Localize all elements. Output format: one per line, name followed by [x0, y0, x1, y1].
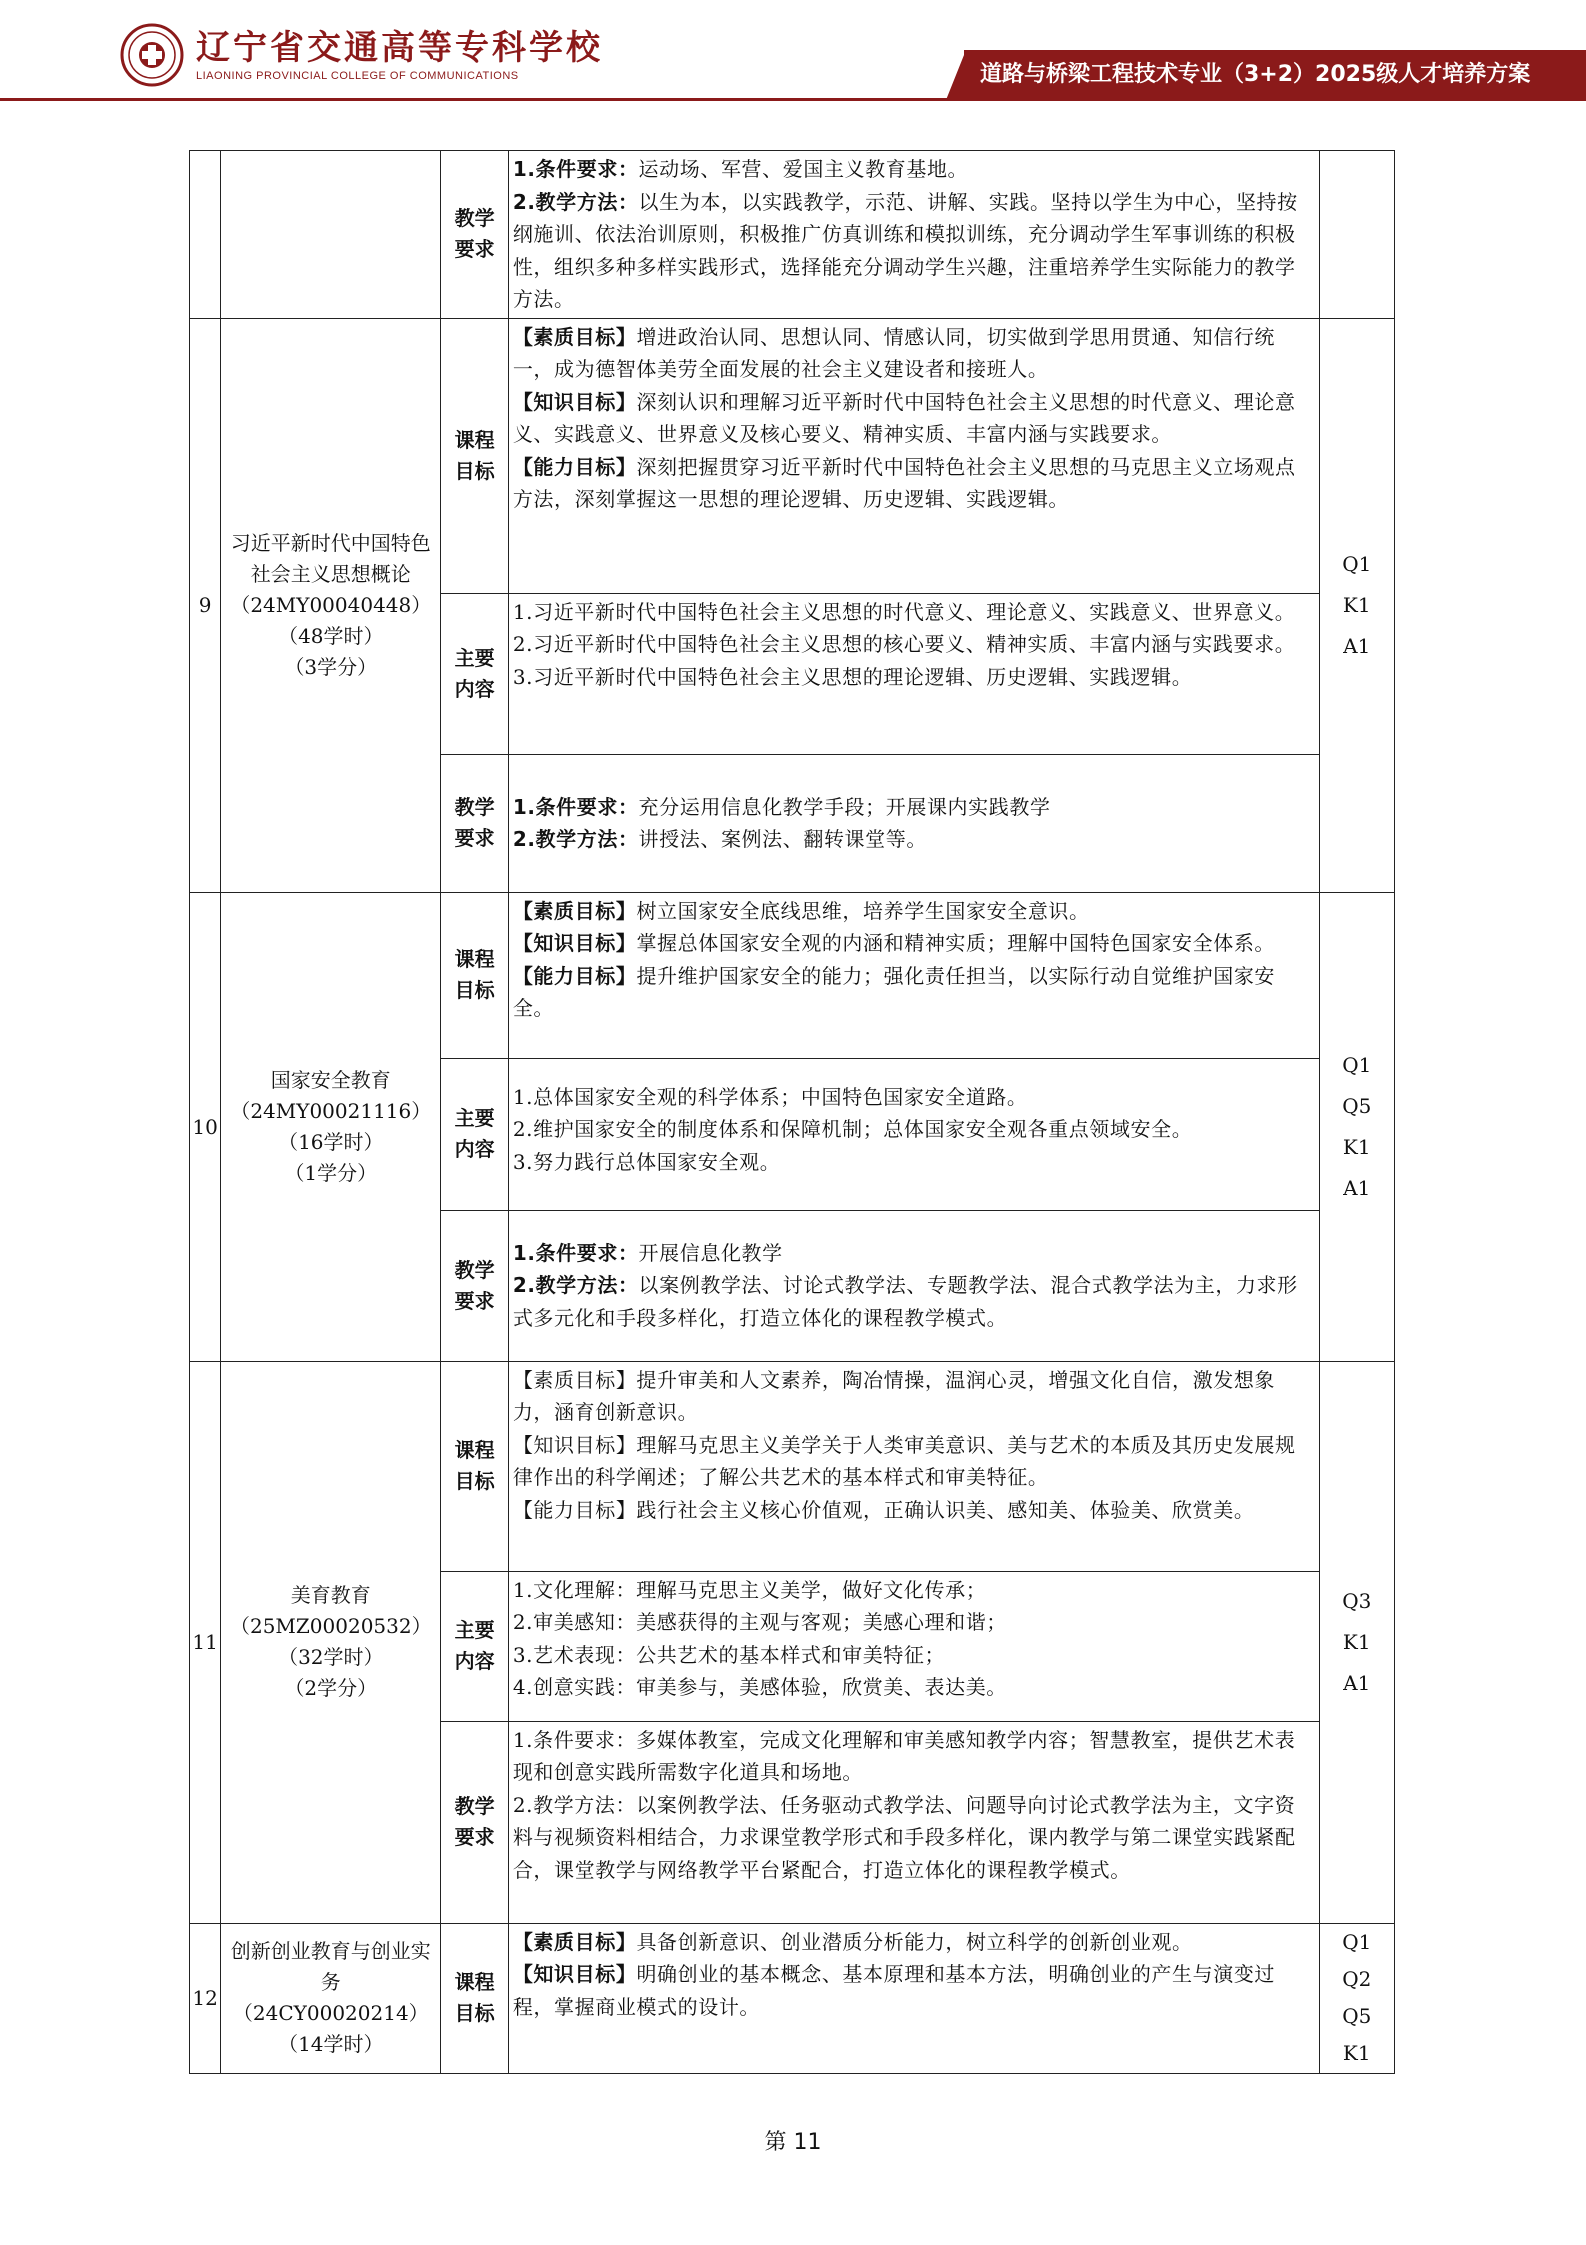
content-line: 1.条件要求：运动场、军营、爱国主义教育基地。 — [512, 157, 969, 181]
ability-codes: Q1 Q5 K1 A1 — [1319, 892, 1394, 1361]
section-content — [508, 892, 1319, 1058]
banner-notch — [946, 50, 966, 100]
table-row — [190, 318, 1395, 593]
ability-codes: Q1 K1 A1 — [1319, 318, 1394, 892]
school-seal-icon — [120, 23, 184, 87]
content-line: 2.审美感知：美感获得的主观与客观；美感心理和谐； — [512, 1610, 1007, 1634]
content-line: 2.习近平新时代中国特色社会主义思想的核心要义、精神实质、丰富内涵与实践要求。 — [512, 632, 1296, 656]
course-number — [190, 151, 221, 319]
content-line: 【能力目标】践行社会主义核心价值观，正确认识美、感知美、体验美、欣赏美。 — [512, 1497, 1255, 1522]
section-label: 主要 内容 — [441, 593, 508, 754]
table-row — [190, 1923, 1395, 2073]
course-name — [221, 151, 441, 319]
header-divider — [0, 98, 1586, 101]
section-content — [508, 151, 1319, 319]
school-name-en: LIAONING PROVINCIAL COLLEGE OF COMMUNICATIONS — [196, 70, 519, 82]
section-content — [508, 1210, 1319, 1361]
content-line: 3.习近平新时代中国特色社会主义思想的理论逻辑、历史逻辑、实践逻辑。 — [512, 664, 1193, 689]
document-title: 道路与桥梁工程技术专业（3+2）2025级人才培养方案 — [980, 62, 1531, 87]
table-row — [190, 1361, 1395, 1571]
content-line: 3.艺术表现：公共艺术的基本样式和审美特征； — [512, 1642, 946, 1667]
content-line: 1.条件要求：多媒体教室，完成文化理解和审美感知教学内容；智慧教室，提供艺术表现和创意实践所需数字化道具和场地。 — [512, 1727, 1296, 1784]
section-label: 课程 目标 — [441, 318, 508, 593]
ability-codes — [1319, 151, 1394, 319]
content-line: 2.教学方法：讲授法、案例法、翻转课堂等。 — [512, 827, 927, 851]
course-number: 10 — [190, 892, 221, 1361]
course-name: 国家安全教育 （24MY00021116） （16学时） （1学分） — [221, 892, 441, 1361]
page-number: 第 11 — [764, 2130, 822, 2155]
course-number: 9 — [190, 318, 221, 892]
section-label: 教学 要求 — [441, 151, 508, 319]
content-line: 2.教学方法：以案例教学法、讨论式教学法、专题教学法、混合式教学法为主，力求形式多元化和手段多样化，打造立体化的课程教学模式。 — [512, 1273, 1298, 1330]
section-content — [508, 1361, 1319, 1571]
content-line: 1.文化理解：理解马克思主义美学，做好文化传承； — [512, 1577, 987, 1602]
course-number: 11 — [190, 1361, 221, 1923]
content-line: 【知识目标】深刻认识和理解习近平新时代中国特色社会主义思想的时代意义、理论意义、实践意义、世界意义及核心要义、精神实质、丰富内涵与实践要求。 — [512, 389, 1296, 446]
content-line: 2.教学方法：以案例教学法、任务驱动式教学法、问题导向讨论式教学法为主，文字资料与视频资料相结合，力求课堂教学形式和手段多样化，课内教学与第二课堂实践紧配合，课堂教学与网络教学平台紧配合，打造立体化的课程教学模式。 — [512, 1792, 1296, 1882]
table-row — [190, 892, 1395, 1058]
content-line: 【能力目标】提升维护国家安全的能力；强化责任担当，以实际行动自觉维护国家安全。 — [512, 963, 1276, 1020]
section-label: 教学 要求 — [441, 1721, 508, 1923]
table-row — [190, 151, 1395, 319]
content-line: 1.条件要求：开展信息化教学 — [512, 1240, 783, 1265]
content-line: 2.维护国家安全的制度体系和保障机制；总体国家安全观各重点领域安全。 — [512, 1117, 1193, 1141]
section-content — [508, 1923, 1319, 2073]
content-line: 【素质目标】提升审美和人文素养，陶冶情操，温润心灵，增强文化自信，激发想象力，涵育创新意识。 — [512, 1367, 1276, 1424]
content-line: 【素质目标】具备创新意识、创业潜质分析能力，树立科学的创新创业观。 — [512, 1929, 1193, 1954]
content-line: 【能力目标】深刻把握贯穿习近平新时代中国特色社会主义思想的马克思主义立场观点方法，深刻掌握这一思想的理论逻辑、历史逻辑、实践逻辑。 — [512, 454, 1296, 511]
section-content — [508, 593, 1319, 754]
section-content — [508, 318, 1319, 593]
course-name: 创新创业教育与创业实务 （24CY00020214） （14学时） — [221, 1923, 441, 2073]
ability-codes: Q3 K1 A1 — [1319, 1361, 1394, 1923]
section-content — [508, 1721, 1319, 1923]
content-line: 【知识目标】理解马克思主义美学关于人类审美意识、美与艺术的本质及其历史发展规律作出的科学阐述；了解公共艺术的基本样式和审美特征。 — [512, 1432, 1296, 1489]
page-header — [0, 0, 1586, 110]
content-line: 1.条件要求：充分运用信息化教学手段；开展课内实践教学 — [512, 794, 1051, 819]
course-name: 美育教育 （25MZ00020532） （32学时） （2学分） — [221, 1361, 441, 1923]
school-logo — [120, 20, 603, 90]
section-label: 课程 目标 — [441, 1923, 508, 2073]
content-line: 【素质目标】树立国家安全底线思维，培养学生国家安全意识。 — [512, 898, 1090, 923]
content-line: 3.努力践行总体国家安全观。 — [512, 1149, 781, 1174]
content-line: 2.教学方法：以生为本，以实践教学，示范、讲解、实践。坚持以学生为中心，坚持按纲施训、依法治训原则，积极推广仿真训练和模拟训练，充分调动学生军事训练的积极性，组织多种多样实践形式，选择能充分调动学生兴趣，注重培养学生实际能力的教学方法。 — [512, 189, 1298, 311]
section-label: 主要 内容 — [441, 1571, 508, 1721]
content-line: 1.习近平新时代中国特色社会主义思想的时代意义、理论意义、实践意义、世界意义。 — [512, 599, 1296, 624]
section-label: 主要 内容 — [441, 1058, 508, 1210]
content-line: 【知识目标】掌握总体国家安全观的内涵和精神实质；理解中国特色国家安全体系。 — [512, 931, 1276, 955]
section-label: 教学 要求 — [441, 1210, 508, 1361]
section-label: 课程 目标 — [441, 892, 508, 1058]
course-number: 12 — [190, 1923, 221, 2073]
course-name: 习近平新时代中国特色社会主义思想概论 （24MY00040448） （48学时） （3学分） — [221, 318, 441, 892]
school-name-cn: 辽宁省交通高等专科学校 — [196, 28, 603, 68]
section-content — [508, 1058, 1319, 1210]
section-label: 课程 目标 — [441, 1361, 508, 1571]
ability-codes: Q1 Q2 Q5 K1 — [1319, 1923, 1394, 2073]
content-line: 【知识目标】明确创业的基本概念、基本原理和基本方法，明确创业的产生与演变过程，掌握商业模式的设计。 — [512, 1962, 1276, 2019]
content-line: 4.创意实践：审美参与，美感体验，欣赏美、表达美。 — [512, 1675, 1007, 1699]
content-line: 1.总体国家安全观的科学体系；中国特色国家安全道路。 — [512, 1084, 1028, 1109]
section-content — [508, 754, 1319, 892]
content-line: 【素质目标】增进政治认同、思想认同、情感认同，切实做到学思用贯通、知信行统一，成为德智体美劳全面发展的社会主义建设者和接班人。 — [512, 324, 1276, 381]
course-table — [189, 150, 1395, 2074]
section-content — [508, 1571, 1319, 1721]
section-label: 教学 要求 — [441, 754, 508, 892]
